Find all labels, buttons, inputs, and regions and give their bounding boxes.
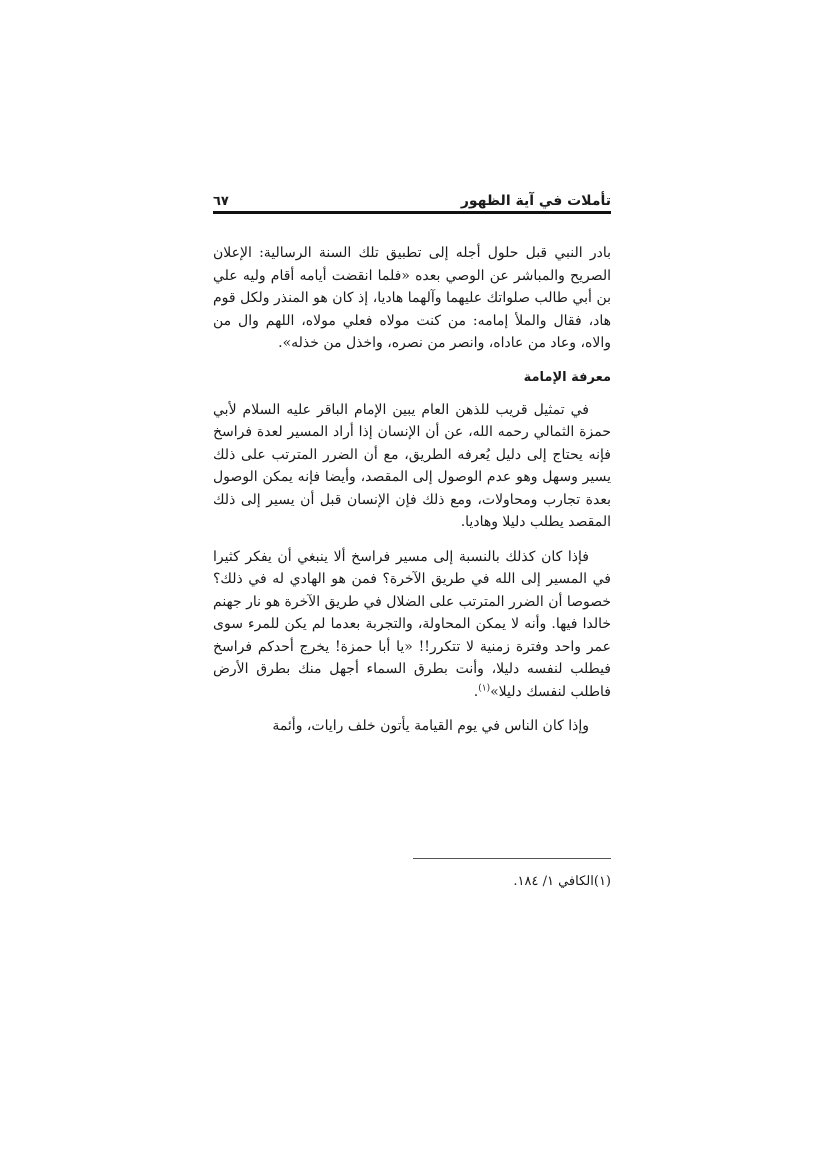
main-text <box>213 242 611 738</box>
footnote-rule <box>413 858 611 859</box>
paragraph-2: في تمثيل قريب للذهن العام يبين الإمام الباقر عليه السلام لأبي حمزة الثمالي رحمه الله، عن أن الإنسان إذا أراد المسير لعدة فراسخ فإنه يحتاج إلى دليل يُعرفه الطريق، مع أن الضرر المترتب على ذلك يسير وسهل وهو عدم الوصول إلى المقصد، وأيضا فإنه يمكن الوصول بعدة تجارب ومحاولات، ومع ذلك فإن الإنسان قبل أن يسير إلى ذلك المقصد يطلب دليلا وهاديا. <box>213 401 611 530</box>
paragraph-3-end: . <box>473 683 479 700</box>
paragraph-1: بادر النبي قبل حلول أجله إلى تطبيق تلك السنة الرسالية: الإعلان الصريح والمباشر عن الوصي بعده «فلما انقضت أيامه أقام وليه علي بن أبي طالب صلواتك عليهما وآلهما هاديا، إذ كان هو المنذر ولكل قوم هاد، فقال والملأ إمامه: من كنت مولاه فعلي مولاه، اللهم وال من والاه، وعاد من عاداه، وانصر من نصره، واخذل من خذله». <box>213 245 611 351</box>
footnote: (١)الكافي ١/ ١٨٤. <box>513 874 611 889</box>
running-header <box>213 190 611 212</box>
paragraph-4: وإذا كان الناس في يوم القيامة يأتون خلف رايات، وأئمة <box>272 718 589 734</box>
footnote-reference[interactable]: (١) <box>478 682 491 693</box>
header-rule <box>213 211 611 214</box>
section-heading: معرفة الإمامة <box>523 369 611 385</box>
paragraph-3-text: فإذا كان كذلك بالنسبة إلى مسير فراسخ ألا ينبغي أن يفكر كثيرا في المسير إلى الله في طريق الآخرة؟ فمن هو الهادي له في ذلك؟ خصوصا أن الضرر المترتب على الضلال في طريق الآخرة هو نار جهنم خالدا فيها. وأنه لا يمكن المحاولة، والتجربة بعدما لم يكن للمرء سوى عمر واحد وفترة زمنية لا تتكرر!! «يا أبا حمزة! يخرج أحدكم فراسخ فيطلب لنفسه دليلا، وأنت بطرق السماء أجهل منك بطرق الأرض فاطلب لنفسك دليلا» <box>213 548 611 700</box>
running-title: تأملات في آية الظهور <box>460 193 611 209</box>
paragraph-3 <box>213 546 611 704</box>
page-number: ٦٧ <box>213 193 229 209</box>
